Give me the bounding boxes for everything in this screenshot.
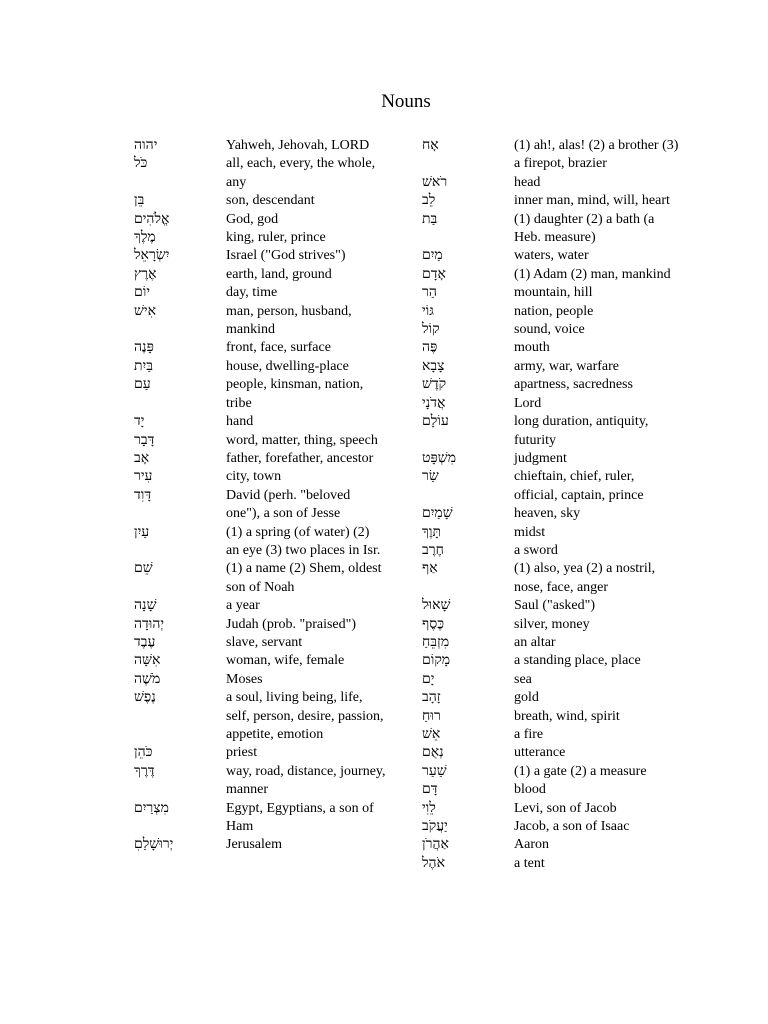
english-gloss: Jacob, a son of Isaac: [514, 819, 630, 835]
hebrew-word: [134, 652, 226, 670]
hebrew-word-text: אֲדֹנָי: [422, 395, 446, 411]
hebrew-word: [422, 836, 514, 854]
vocab-entry: [422, 689, 726, 707]
english-gloss: a year: [226, 598, 260, 614]
vocab-entry: [422, 468, 726, 505]
hebrew-word-text: פָּנֶה: [134, 340, 154, 356]
hebrew-word-text: שָׁמַיִם: [422, 506, 453, 522]
english-gloss: Lord: [514, 395, 542, 411]
english-gloss: mountain, hill: [514, 285, 593, 301]
hebrew-word: [134, 247, 226, 265]
hebrew-word-text: נְאֻם: [422, 745, 444, 761]
vocab-entry: [422, 413, 726, 450]
vocab-entry: [134, 689, 434, 744]
hebrew-word-text: אֵשׁ: [422, 727, 441, 742]
hebrew-word: [134, 376, 226, 394]
hebrew-word: [134, 266, 226, 284]
vocab-entry: [422, 818, 726, 836]
english-gloss: judgment: [514, 450, 567, 466]
hebrew-word: [134, 671, 226, 689]
vocab-entry: [422, 137, 726, 174]
english-gloss: (1) daughter (2) a bath (a Heb. measure): [514, 211, 655, 246]
hebrew-word: [134, 192, 226, 210]
hebrew-word: [422, 174, 514, 192]
english-gloss: breath, wind, spirit: [514, 708, 620, 724]
hebrew-word-text: רֹאשׁ: [422, 174, 448, 190]
vocab-entry: [134, 836, 434, 854]
hebrew-word: [422, 137, 514, 155]
hebrew-word: [422, 339, 514, 357]
hebrew-word: [422, 689, 514, 707]
hebrew-word: [134, 524, 226, 542]
hebrew-word: [134, 358, 226, 376]
hebrew-word: [134, 303, 226, 321]
hebrew-word: [422, 652, 514, 670]
hebrew-word: [422, 450, 514, 468]
english-gloss: heaven, sky: [514, 506, 581, 522]
vocab-entry: [134, 763, 434, 800]
hebrew-word-text: בַּיִת: [134, 358, 153, 374]
hebrew-word: [134, 634, 226, 652]
english-gloss: (1) a name (2) Shem, oldest son of Noah: [226, 561, 382, 595]
hebrew-word-text: מֶלֶךְ: [134, 230, 156, 246]
english-gloss: mouth: [514, 340, 550, 356]
hebrew-word: [422, 303, 514, 321]
vocab-entry: [134, 487, 434, 524]
hebrew-word: [134, 800, 226, 818]
hebrew-word: [134, 560, 226, 578]
vocab-entry: [422, 284, 726, 302]
english-gloss: woman, wife, female: [226, 653, 345, 669]
english-gloss: slave, servant: [226, 634, 303, 650]
hebrew-word-text: יָד: [134, 414, 145, 430]
hebrew-word-text: קֹדֶשׁ: [422, 377, 447, 393]
vocab-entry: [422, 744, 726, 762]
english-gloss: a fire: [514, 727, 544, 742]
vocab-entry: [134, 597, 434, 615]
hebrew-word-text: נֶפֶשׁ: [134, 690, 156, 706]
hebrew-word: [422, 542, 514, 560]
hebrew-word-text: יְהוּדָה: [134, 616, 165, 632]
vocab-entry: [422, 339, 726, 357]
hebrew-word-text: אֱלֹהִים: [134, 211, 170, 227]
english-gloss: (1) also, yea (2) a nostril, nose, face, anger: [514, 561, 656, 595]
english-gloss: long duration, antiquity, futurity: [514, 414, 649, 448]
vocab-entry: [422, 560, 726, 597]
hebrew-word-text: אָדָם: [422, 266, 446, 282]
hebrew-word-text: מִשְׁפָּט: [422, 450, 457, 466]
vocab-entry: [134, 450, 434, 468]
vocab-entry: [134, 634, 434, 652]
hebrew-word: [134, 744, 226, 762]
vocab-entry: [422, 800, 726, 818]
vocab-entry: [134, 192, 434, 210]
hebrew-word-text: גּוֹי: [422, 303, 434, 319]
hebrew-word-text: אַהֲרֹן: [422, 837, 449, 853]
english-gloss: Moses: [226, 671, 263, 687]
vocab-entry: [134, 413, 434, 431]
english-gloss: son, descendant: [226, 193, 315, 209]
hebrew-word: [422, 266, 514, 284]
english-gloss: (1) ah!, alas! (2) a brother (3) a firepot, brazier: [514, 138, 679, 172]
english-gloss: sea: [514, 671, 532, 687]
hebrew-word-text: יהוה: [134, 138, 158, 153]
english-gloss: David (perh. "beloved one"), a son of Jesse: [226, 487, 351, 522]
english-gloss: Aaron: [514, 837, 549, 853]
page-title: Nouns: [381, 91, 431, 112]
vocab-entry: [134, 247, 434, 265]
hebrew-word-text: אָח: [422, 138, 439, 153]
hebrew-word: [134, 450, 226, 468]
hebrew-word-text: צָבָא: [422, 358, 445, 374]
vocab-entry: [422, 358, 726, 376]
hebrew-word-text: שָׁאוּל: [422, 598, 451, 614]
english-gloss: day, time: [226, 285, 278, 301]
english-gloss: utterance: [514, 745, 566, 761]
hebrew-word: [422, 376, 514, 394]
english-gloss: city, town: [226, 469, 282, 485]
vocab-entry: [422, 597, 726, 615]
english-gloss: blood: [514, 782, 546, 798]
hebrew-word-text: עוֹלָם: [422, 414, 449, 430]
hebrew-word: [422, 321, 514, 339]
hebrew-word-text: אֶרֶץ: [134, 266, 157, 282]
hebrew-word: [422, 560, 514, 578]
english-gloss: all, each, every, the whole, any: [226, 156, 376, 190]
hebrew-word-text: בֵּן: [134, 193, 145, 209]
english-gloss: word, matter, thing, speech: [226, 432, 378, 448]
vocab-entry: [422, 855, 726, 873]
hebrew-word: [422, 192, 514, 210]
vocab-entry: [134, 800, 434, 837]
hebrew-word-text: כֹּל: [134, 156, 148, 172]
hebrew-word: [134, 413, 226, 431]
vocab-entry: [134, 744, 434, 762]
english-gloss: inner man, mind, will, heart: [514, 193, 670, 209]
hebrew-word: [134, 339, 226, 357]
vocab-entry: [134, 155, 434, 192]
hebrew-word-text: רוּחַ: [422, 708, 441, 724]
vocab-entry: [134, 652, 434, 670]
hebrew-word-text: שָׁנָה: [134, 598, 157, 614]
vocab-entry: [422, 708, 726, 726]
english-gloss: king, ruler, prince: [226, 230, 326, 246]
english-gloss: nation, people: [514, 303, 594, 319]
english-gloss: Israel ("God strives"): [226, 248, 346, 264]
hebrew-word: [422, 818, 514, 836]
hebrew-word: [422, 726, 514, 744]
english-gloss: head: [514, 174, 541, 190]
english-gloss: house, dwelling-place: [226, 358, 349, 374]
hebrew-word-text: כֹּהֵן: [134, 745, 153, 761]
hebrew-word-text: זָהָב: [422, 690, 441, 706]
hebrew-word: [134, 155, 226, 173]
hebrew-word: [422, 211, 514, 229]
hebrew-word: [422, 395, 514, 413]
english-gloss: a soul, living being, life, self, person, desire, passion, appetite, emotion: [226, 690, 384, 742]
hebrew-word: [134, 137, 226, 155]
hebrew-word-text: קוֹל: [422, 322, 440, 338]
hebrew-word: [422, 413, 514, 431]
vocab-entry: [422, 211, 726, 248]
hebrew-word-text: מַיִם: [422, 248, 443, 264]
vocab-entry: [134, 229, 434, 247]
vocab-entry: [422, 652, 726, 670]
vocab-entry: [422, 671, 726, 689]
english-gloss: a standing place, place: [514, 653, 641, 669]
right-column: [422, 137, 726, 873]
hebrew-word-text: שֵׁם: [134, 561, 153, 577]
hebrew-word-text: אַף: [422, 561, 438, 577]
english-gloss: chieftain, chief, ruler, official, captain, prince: [514, 469, 644, 503]
english-gloss: (1) a gate (2) a measure: [514, 763, 647, 779]
vocab-entry: [422, 303, 726, 321]
english-gloss: army, war, warfare: [514, 358, 620, 374]
hebrew-word-text: יְרוּשָׁלַםִ: [134, 837, 174, 853]
vocab-entry: [422, 616, 726, 634]
vocab-entry: [134, 266, 434, 284]
english-gloss: hand: [226, 414, 254, 430]
vocab-entry: [422, 763, 726, 781]
hebrew-word: [422, 505, 514, 523]
english-gloss: earth, land, ground: [226, 266, 332, 282]
vocab-entry: [134, 303, 434, 340]
english-gloss: front, face, surface: [226, 340, 331, 356]
vocab-entry: [134, 616, 434, 634]
hebrew-word: [134, 836, 226, 854]
english-gloss: Judah (prob. "praised"): [226, 616, 357, 632]
hebrew-word: [422, 855, 514, 873]
left-column: [134, 137, 434, 855]
english-gloss: an altar: [514, 634, 556, 650]
hebrew-word-text: כֶּסֶף: [422, 616, 445, 632]
vocab-entry: [422, 174, 726, 192]
english-gloss: Egypt, Egyptians, a son of Ham: [226, 800, 374, 835]
hebrew-word: [422, 671, 514, 689]
hebrew-word-text: עִיר: [134, 469, 153, 485]
hebrew-word-text: אִשָּׁה: [134, 653, 161, 669]
hebrew-word: [422, 800, 514, 818]
vocab-entry: [134, 432, 434, 450]
english-gloss: priest: [226, 745, 258, 761]
vocab-entry: [422, 836, 726, 854]
vocab-entry: [422, 395, 726, 413]
hebrew-word: [422, 763, 514, 781]
hebrew-word-text: שַׁעַר: [422, 763, 447, 779]
english-gloss: apartness, sacredness: [514, 377, 633, 393]
english-gloss: sound, voice: [514, 322, 585, 338]
hebrew-word: [422, 616, 514, 634]
vocab-entry: [422, 505, 726, 523]
hebrew-word-text: עַיִן: [134, 524, 150, 540]
hebrew-word-text: אָב: [134, 450, 150, 466]
hebrew-word-text: לֵב: [422, 193, 436, 209]
hebrew-word: [134, 597, 226, 615]
hebrew-word-text: הַר: [422, 285, 437, 301]
english-gloss: Jerusalem: [226, 837, 282, 853]
hebrew-word-text: אִישׁ: [134, 303, 156, 319]
hebrew-word: [422, 597, 514, 615]
hebrew-word: [422, 358, 514, 376]
vocab-entry: [134, 560, 434, 597]
vocab-entry: [134, 358, 434, 376]
vocab-entry: [422, 266, 726, 284]
hebrew-word: [422, 708, 514, 726]
hebrew-word-text: מֹשֶׁה: [134, 671, 161, 687]
hebrew-word-text: עַם: [134, 377, 151, 393]
vocab-entry: [134, 211, 434, 229]
hebrew-word-text: פֶּה: [422, 340, 438, 356]
vocab-entry: [134, 284, 434, 302]
english-gloss: waters, water: [514, 248, 589, 264]
english-gloss: God, god: [226, 211, 279, 227]
vocab-entry: [134, 524, 434, 561]
hebrew-word-text: מִצְרַיִם: [134, 800, 169, 816]
hebrew-word-text: דָּוִד: [134, 487, 152, 503]
vocab-entry: [422, 192, 726, 210]
hebrew-word: [134, 211, 226, 229]
english-gloss: Yahweh, Jehovah, LORD: [226, 138, 370, 153]
hebrew-word-text: עֶבֶד: [134, 634, 156, 650]
vocab-entry: [134, 137, 434, 155]
hebrew-word-text: בַּת: [422, 211, 438, 227]
english-gloss: silver, money: [514, 616, 590, 632]
hebrew-word: [422, 634, 514, 652]
vocab-entry: [422, 726, 726, 744]
hebrew-word-text: דֶּרֶךְ: [134, 763, 155, 779]
hebrew-word-text: יִשְׂרָאֵל: [134, 248, 170, 264]
vocab-entry: [422, 247, 726, 265]
hebrew-word-text: לֵוִי: [422, 800, 436, 816]
english-gloss: Levi, son of Jacob: [514, 800, 617, 816]
english-gloss: a sword: [514, 542, 558, 558]
vocab-entry: [422, 524, 726, 542]
vocab-entry: [422, 321, 726, 339]
english-gloss: man, person, husband, mankind: [226, 303, 352, 338]
english-gloss: father, forefather, ancestor: [226, 450, 374, 466]
hebrew-word-text: חֶרֶב: [422, 542, 444, 558]
hebrew-word: [134, 487, 226, 505]
hebrew-word: [134, 616, 226, 634]
hebrew-word-text: יוֹם: [134, 285, 150, 301]
vocab-entry: [134, 468, 434, 486]
hebrew-word: [134, 284, 226, 302]
hebrew-word-text: אֹהֶל: [422, 855, 446, 871]
hebrew-word-text: דָּם: [422, 782, 438, 798]
hebrew-word: [422, 744, 514, 762]
hebrew-word: [134, 229, 226, 247]
hebrew-word-text: מִזְבֵּחַ: [422, 634, 450, 650]
hebrew-word-text: תָּוֶךְ: [422, 524, 441, 540]
english-gloss: gold: [514, 690, 539, 706]
hebrew-word: [134, 763, 226, 781]
vocab-entry: [134, 376, 434, 413]
english-gloss: midst: [514, 524, 546, 540]
english-gloss: (1) a spring (of water) (2) an eye (3) two places in Isr.: [226, 524, 381, 558]
hebrew-word: [422, 781, 514, 799]
vocab-entry: [134, 671, 434, 689]
hebrew-word: [422, 468, 514, 486]
hebrew-word: [134, 689, 226, 707]
hebrew-word-text: יָם: [422, 671, 435, 687]
hebrew-word: [134, 468, 226, 486]
vocab-entry: [134, 339, 434, 357]
hebrew-word: [422, 247, 514, 265]
vocab-entry: [422, 781, 726, 799]
hebrew-word-text: שַׂר: [422, 469, 439, 485]
hebrew-word: [422, 524, 514, 542]
english-gloss: way, road, distance, journey, manner: [226, 763, 386, 798]
hebrew-word: [134, 432, 226, 450]
vocab-entry: [422, 634, 726, 652]
vocab-entry: [422, 542, 726, 560]
english-gloss: a tent: [514, 855, 545, 871]
english-gloss: people, kinsman, nation, tribe: [226, 377, 364, 411]
english-gloss: Saul ("asked"): [514, 598, 596, 614]
hebrew-word: [422, 284, 514, 302]
hebrew-word-text: יַעֲקֹב: [422, 819, 448, 835]
vocab-entry: [422, 376, 726, 394]
english-gloss: (1) Adam (2) man, mankind: [514, 266, 671, 282]
hebrew-word-text: דָּבָר: [134, 432, 155, 448]
vocab-entry: [422, 450, 726, 468]
hebrew-word-text: מָקוֹם: [422, 653, 451, 669]
